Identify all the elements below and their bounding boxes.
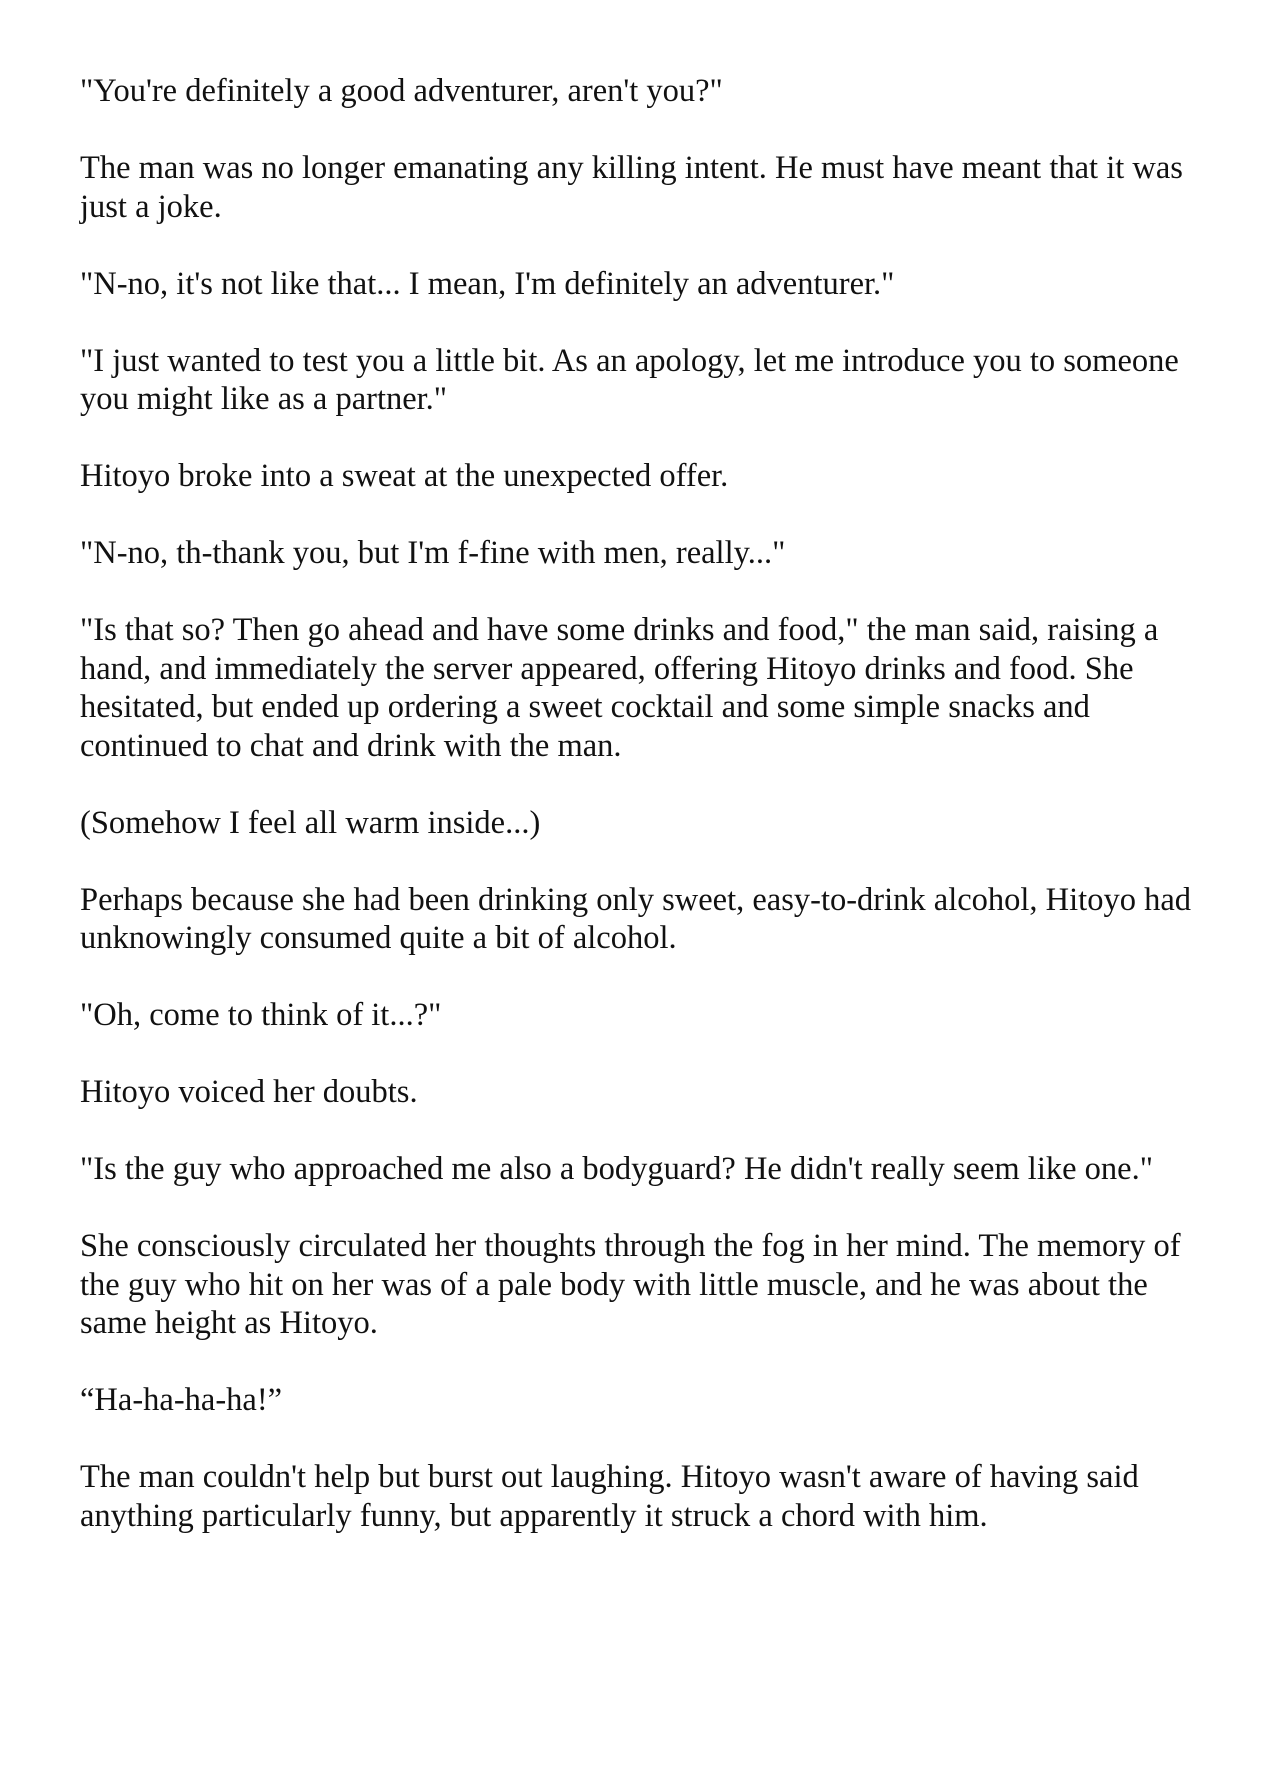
paragraph-8: (Somehow I feel all warm inside...) (80, 804, 541, 841)
paragraph-1: "You're definitely a good adventurer, aren't you?" (80, 73, 723, 109)
paragraph-7: "Is that so? Then go ahead and have some drinks and food," the man said, raising a hand, and immediately the server appeared, offering Hitoyo drinks and food. She hesitated, but ended up ordering a sweet cocktail and some simple snacks and continued to chat and drink with the man. (80, 612, 1159, 764)
paragraph-12: "Is the guy who approached me also a bodyguard? He didn't really seem like one." (80, 1151, 1153, 1187)
paragraph-3: "N-no, it's not like that... I mean, I'm definitely an adventurer." (80, 265, 895, 302)
paragraph-14: “Ha-ha-ha-ha!” (80, 1382, 283, 1418)
paragraph-10: "Oh, come to think of it...?" (80, 997, 442, 1033)
paragraph-9: Perhaps because she had been drinking only sweet, easy-to-drink alcohol, Hitoyo had unknowingly consumed quite a bit of alcohol. (80, 881, 1192, 956)
paragraph-15: The man couldn't help but burst out laughing. Hitoyo wasn't aware of having said anything particularly funny, but apparently it struck a chord with him. (80, 1459, 1139, 1534)
document-page (80, 72, 1220, 1574)
paragraph-5: Hitoyo broke into a sweat at the unexpected offer. (80, 458, 729, 494)
paragraph-6: "N-no, th-thank you, but I'm f-fine with men, really..." (80, 535, 786, 571)
paragraph-11: Hitoyo voiced her doubts. (80, 1074, 418, 1110)
paragraph-4: "I just wanted to test you a little bit. As an apology, let me introduce you to someone you might like as a partner." (80, 342, 1179, 417)
paragraph-2: The man was no longer emanating any killing intent. He must have meant that it was just a joke. (80, 150, 1183, 225)
paragraph-13: She consciously circulated her thoughts through the fog in her mind. The memory of the guy who hit on her was of a pale body with little muscle, and he was about the same height as Hitoyo. (80, 1228, 1181, 1341)
